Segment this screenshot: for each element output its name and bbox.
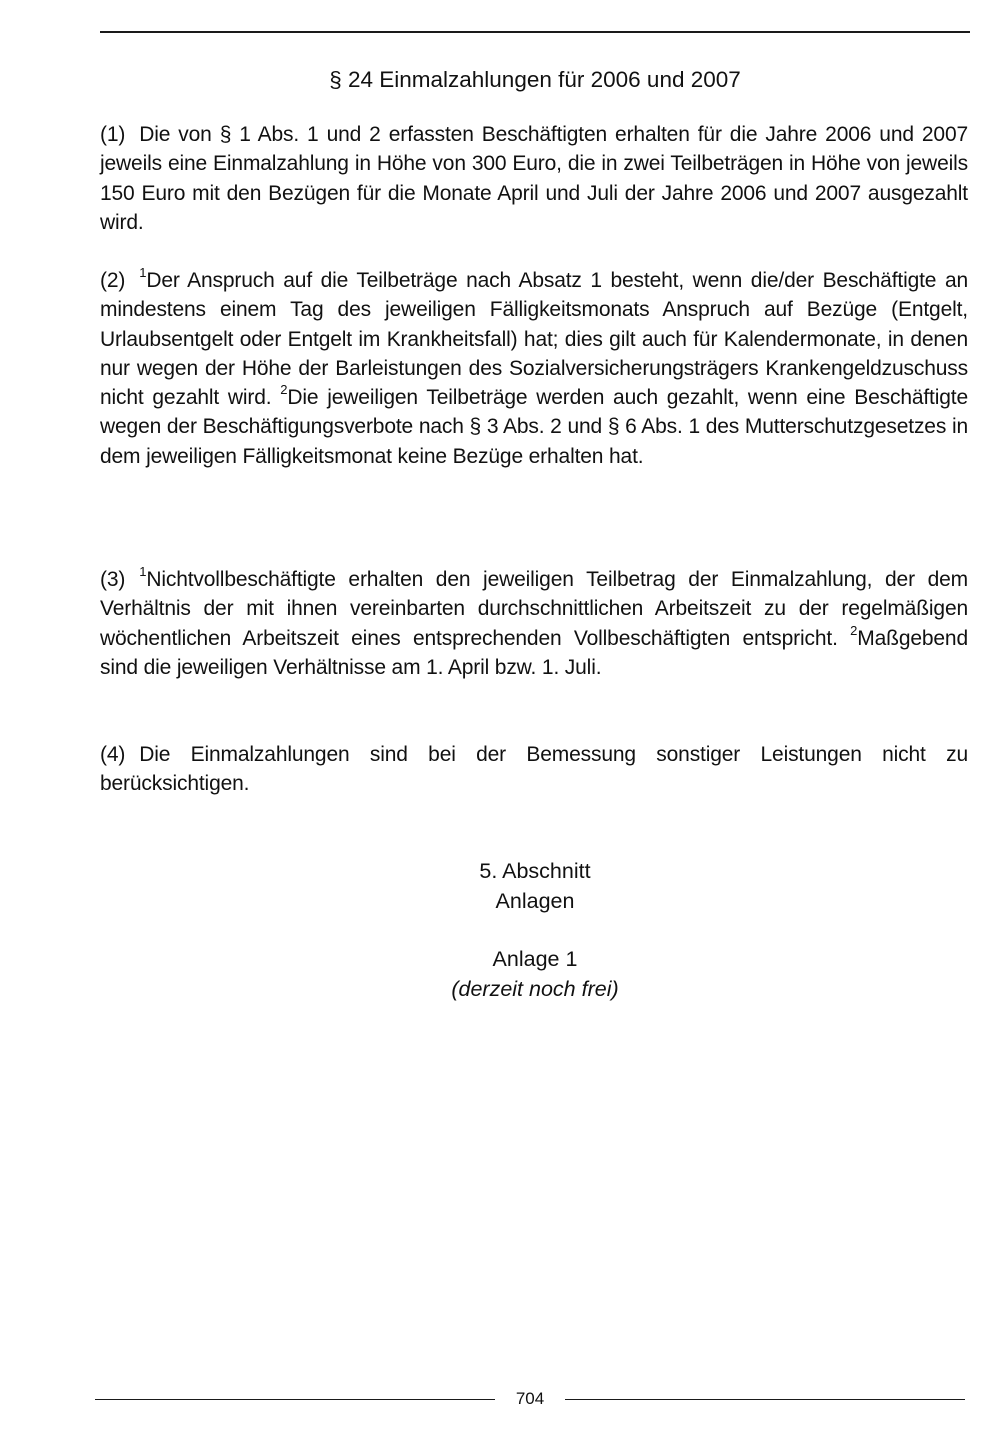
sentence-text: Die jeweiligen Teilbeträge werden auch gezahlt, wenn eine Beschäftigte wegen der Beschäftigungsverbote nach § 3 Abs. 2 und § 6 Abs. 1 des Mutterschutzgesetzes in dem jeweiligen Fälligkeitsmonat keine Bezüge erhalten hat.	[100, 386, 969, 468]
abschnitt-title: 5. Abschnitt	[479, 859, 591, 883]
page-number: 704	[515, 1389, 545, 1408]
footer-rule-right	[565, 1399, 965, 1400]
sentence-text: Der Anspruch auf die Teilbeträge nach Absatz 1 besteht, wenn die/der Beschäftigte an mindestens einem Tag des jeweiligen Fälligkeitsmonats Anspruch auf Bezüge (Entgelt, Urlaubsentgelt oder Entgelt im Krankheitsfall) hat; dies gilt auch für Kalendermonate, in denen nur wegen der Höhe der Barleistungen des Sozialversicherungsträgers Krankengeldzuschuss nicht gezahlt wird.	[100, 269, 968, 410]
paragraph-1	[100, 120, 968, 237]
anlage-title: Anlage 1	[492, 947, 578, 971]
paragraph-number: (4)	[100, 743, 126, 766]
paragraph-number: (2)	[100, 269, 126, 292]
sentence-text: Nichtvollbeschäftigte erhalten den jeweiligen Teilbetrag der Einmalzahlung, der dem Verhältnis der mit ihnen vereinbarten durchschnittlichen Arbeitszeit zu der regelmäßigen wöchentlichen Arbeitszeit eines entsprechenden Vollbeschäftigten entspricht.	[100, 568, 968, 650]
sentence-marker: 2	[280, 382, 288, 398]
paragraph-4	[100, 740, 968, 799]
sentence-marker: 1	[139, 265, 147, 280]
footer-rule-left	[95, 1399, 495, 1400]
paragraph-text: Die von § 1 Abs. 1 und 2 erfassten Beschäftigten erhalten für die Jahre 2006 und 2007 jeweils eine Einmalzahlung in Höhe von 300 Euro, die in zwei Teilbeträgen in Höhe von jeweils 150 Euro mit den Bezügen für die Monate April und Juli der Jahre 2006 und 2007 ausgezahlt wird.	[100, 123, 968, 234]
paragraph-number: (3)	[100, 568, 126, 591]
sentence-marker: 2	[850, 622, 858, 638]
section-heading: § 24 Einmalzahlungen für 2006 und 2007	[329, 67, 741, 92]
paragraph-number: (1)	[100, 123, 126, 146]
anlage-note: (derzeit noch frei)	[451, 977, 619, 1001]
top-rule	[100, 31, 970, 33]
paragraph-2	[100, 266, 968, 471]
page-footer	[95, 1387, 965, 1411]
abschnitt-subtitle: Anlagen	[495, 889, 575, 913]
sentence-marker: 1	[139, 564, 147, 579]
sentence-text: Maßgebend sind die jeweiligen Verhältnisse am 1. April bzw. 1. Juli.	[100, 626, 968, 679]
paragraph-3	[100, 565, 968, 682]
paragraph-text: Die Einmalzahlungen sind bei der Bemessung sonstiger Leistungen nicht zu berücksichtigen.	[100, 743, 968, 796]
